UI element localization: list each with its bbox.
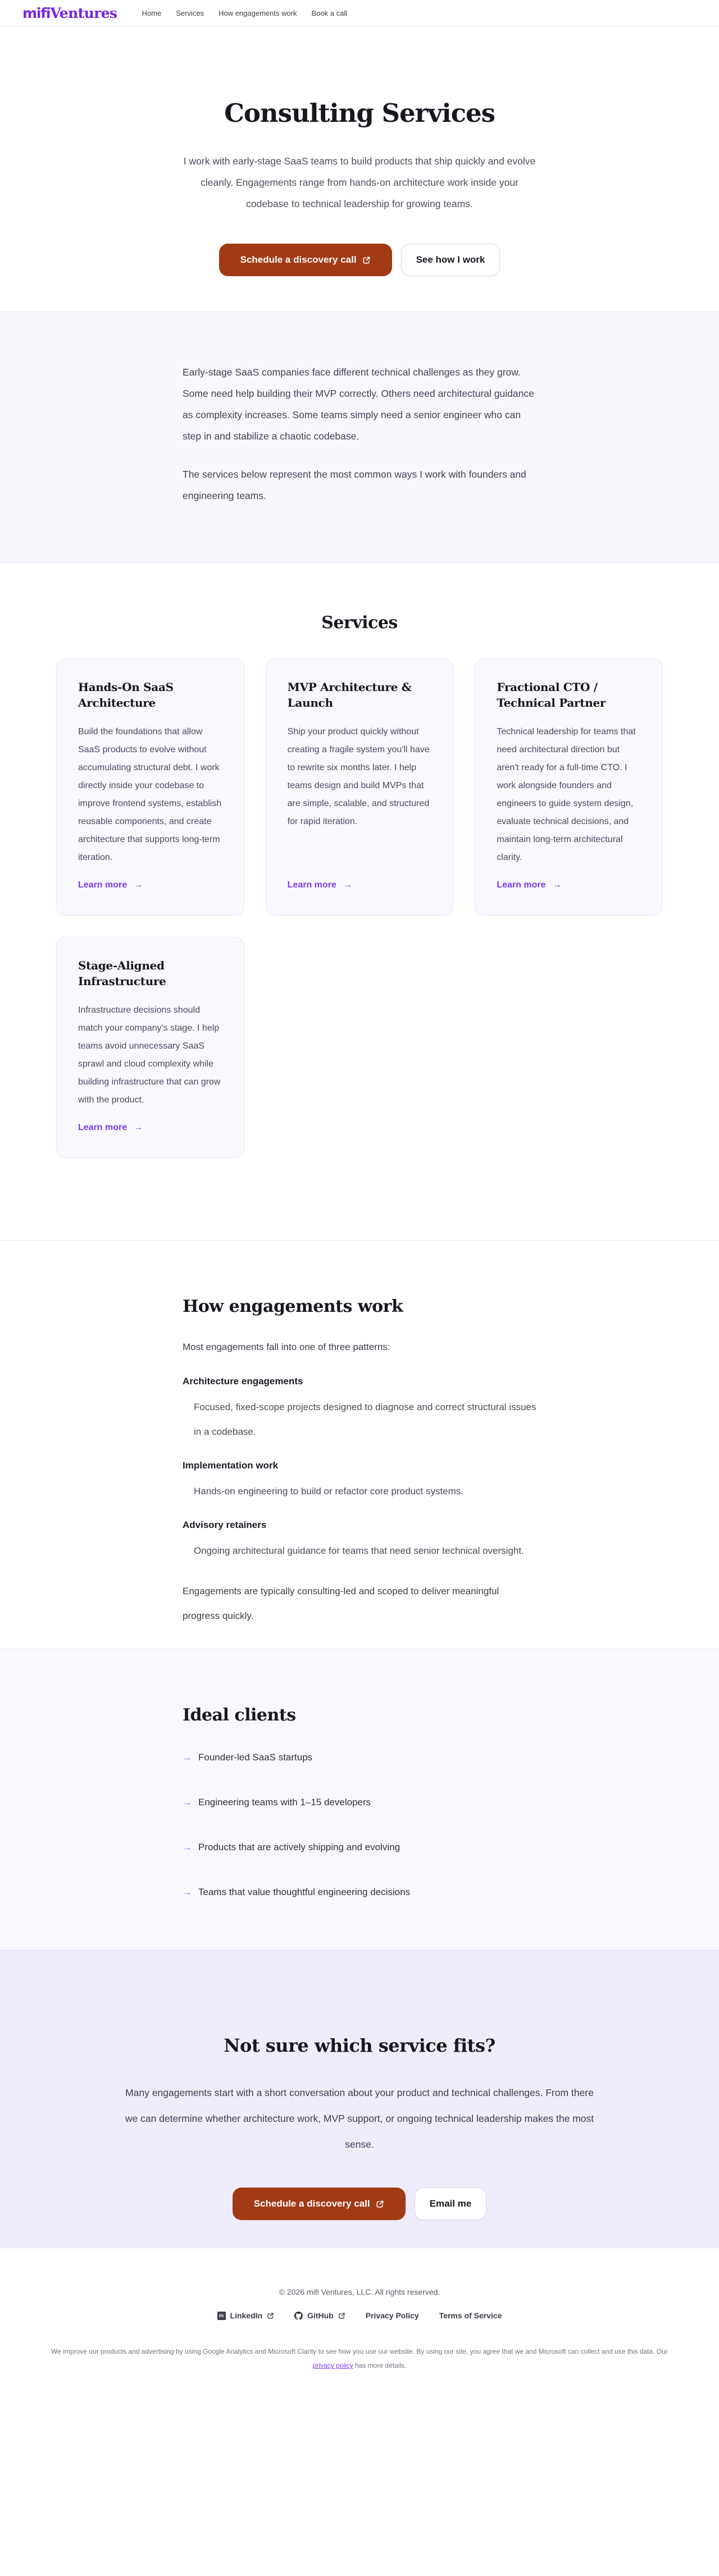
arrow-right-icon: → [183,1888,192,1897]
pattern-description: Ongoing architectural guidance for teams that need senior technical oversight. [194,1545,524,1556]
cta-section [0,1950,719,2248]
pattern-architecture-engagements [183,1376,536,1444]
site-footer [0,2248,719,2407]
service-card-fractional-cto [475,658,663,916]
ideal-clients-list [183,1752,536,1898]
learn-more-label: Learn more [78,1123,128,1132]
learn-more-link[interactable] [78,1123,222,1133]
how-engagements-work-section [0,1240,719,1649]
pattern-label: Architecture engagements [183,1376,303,1387]
learn-more-label: Learn more [287,880,336,890]
nav-link-services[interactable]: Services [176,8,204,17]
pattern-description: Focused, fixed-scope projects designed to diagnose and correct structural issues in a codebase. [194,1402,536,1437]
schedule-discovery-call-button[interactable] [219,244,392,276]
service-card-title: Stage-Aligned Infrastructure [78,959,166,988]
hero-section [0,26,719,312]
list-item [183,1887,536,1898]
learn-more-link[interactable] [288,880,432,890]
disclaimer-text: We improve our products and advertising by using Google Analytics and Microsoft Clarity to see how you use our website. By using our site, you agree that we and Microsoft can collect and use this data. Our [51,2348,668,2355]
nav-link-home[interactable]: Home [142,8,162,17]
brand-logo[interactable] [22,5,117,21]
nav-link-book-a-call[interactable]: Book a call [311,8,348,17]
pattern-label: Implementation work [183,1460,279,1471]
arrow-right-icon: → [183,1753,192,1763]
pattern-description: Hands-on engineering to build or refactor core product systems. [194,1486,464,1497]
github-label: GitHub [307,2311,334,2320]
pattern-advisory-retainers [183,1520,536,1563]
external-link-icon [338,2312,345,2319]
external-link-icon [267,2312,274,2319]
learn-more-link[interactable] [78,880,222,890]
pattern-implementation-work [183,1460,536,1504]
site-header [0,0,719,26]
cta-heading: Not sure which service fits? [224,2035,495,2056]
schedule-discovery-call-button[interactable] [233,2188,406,2220]
arrow-right-icon: → [183,1798,192,1808]
external-link-icon [362,256,371,264]
list-item [183,1752,536,1763]
list-item [183,1797,536,1808]
schedule-discovery-call-label: Schedule a discovery call [253,2198,370,2209]
service-card-body: Infrastructure decisions should match your company's stage. I help teams avoid unnecessary SaaS sprawl and cloud complexity while building infrastructure that can grow with the product. [78,1005,221,1105]
service-card-body: Technical leadership for teams that need architectural direction but aren't ready for a full-time CTO. I work alongside founders and engineers to guide system design, evaluate technical decisions, and maintain long-term architectural clarity. [497,727,636,862]
learn-more-label: Learn more [78,880,128,890]
linkedin-icon: in [217,2312,226,2320]
service-card-body: Ship your product quickly without creating a fragile system you'll have to rewrite six months later. I help teams design and build MVPs that are simple, scalable, and structured for rapid iteration. [287,727,430,826]
service-card-title: MVP Architecture & Launch [287,680,412,710]
email-me-button[interactable] [415,2188,487,2220]
services-heading: Services [321,613,398,633]
ideal-clients-heading: Ideal clients [183,1705,296,1725]
hero-subtitle: I work with early-stage SaaS teams to build products that ship quickly and evolve cleanly. Engagements range from hands-on architecture work inside your codebase to technical leadership for growing teams. [183,155,536,209]
list-item-label: Founder-led SaaS startups [198,1752,313,1763]
services-section [0,562,719,1240]
see-how-i-work-button[interactable] [401,244,500,276]
intro-paragraph-2: The services below represent the most common ways I work with founders and engineering teams. [183,469,526,501]
schedule-discovery-call-label: Schedule a discovery call [240,254,357,265]
arrow-right-icon: → [552,880,562,890]
terms-of-service-link[interactable]: Terms of Service [439,2311,502,2320]
service-card-body: Build the foundations that allow SaaS products to evolve without accumulating structural debt. I work directly inside your codebase to improve frontend systems, establish reusable components, and create architecture that supports long-term iteration. [78,727,222,862]
analytics-disclaimer [51,2345,668,2373]
brand-logo-sans: mifi [22,4,51,21]
github-icon [294,2312,303,2320]
learn-more-label: Learn more [497,880,546,890]
ideal-clients-section [0,1649,719,1950]
engagements-intro: Most engagements fall into one of three patterns: [183,1342,390,1352]
external-link-icon [376,2200,384,2208]
github-link[interactable] [294,2311,345,2320]
arrow-right-icon: → [183,1843,192,1852]
list-item-label: Products that are actively shipping and evolving [198,1842,401,1852]
learn-more-link[interactable] [497,880,641,890]
privacy-policy-inline-link[interactable]: privacy policy [312,2362,353,2369]
intro-paragraph-1: Early-stage SaaS companies face different technical challenges as they grow. Some need help building their MVP correctly. Others need architectural guidance as complexity increases. Some teams simply need a senior engineer who can step in and stabilize a chaotic codebase. [183,367,534,442]
services-card-grid [56,658,663,1158]
list-item-label: Engineering teams with 1–15 developers [198,1797,371,1808]
service-card-hands-on-architecture [56,658,244,916]
list-item [183,1842,536,1853]
arrow-right-icon: → [134,1123,143,1132]
how-engagements-work-heading: How engagements work [183,1297,403,1316]
footer-links [0,2311,719,2320]
linkedin-link[interactable] [217,2311,275,2320]
privacy-policy-link[interactable]: Privacy Policy [365,2311,419,2320]
service-card-stage-aligned-infrastructure [56,937,244,1158]
cta-body: Many engagements start with a short conversation about your product and technical challenges. From there we can determine whether architecture work, MVP support, or ongoing technical leadership makes the most sense. [125,2087,594,2150]
pattern-label: Advisory retainers [183,1520,267,1530]
cta-button-row [0,2188,719,2220]
see-how-i-work-label: See how I work [416,254,485,265]
email-me-label: Email me [429,2198,472,2209]
service-card-title: Fractional CTO / Technical Partner [497,680,606,710]
disclaimer-text: has more details. [353,2362,407,2369]
main-nav [142,9,348,17]
engagements-outro: Engagements are typically consulting-led and scoped to deliver meaningful progress quickly. [183,1586,499,1621]
copyright-text: © 2026 mifi Ventures, LLC. All rights reserved. [279,2287,440,2296]
arrow-right-icon: → [134,880,143,890]
nav-link-how-engagements-work[interactable]: How engagements work [219,8,297,17]
service-card-title: Hands-On SaaS Architecture [78,680,174,710]
arrow-right-icon: → [343,880,352,890]
brand-logo-serif: Ventures [50,4,117,21]
service-card-mvp-architecture [266,658,454,916]
list-item-label: Teams that value thoughtful engineering decisions [198,1887,411,1897]
hero-button-row [0,244,719,276]
linkedin-label: LinkedIn [230,2311,263,2320]
page-title: Consulting Services [224,98,495,128]
intro-panel [0,312,719,562]
